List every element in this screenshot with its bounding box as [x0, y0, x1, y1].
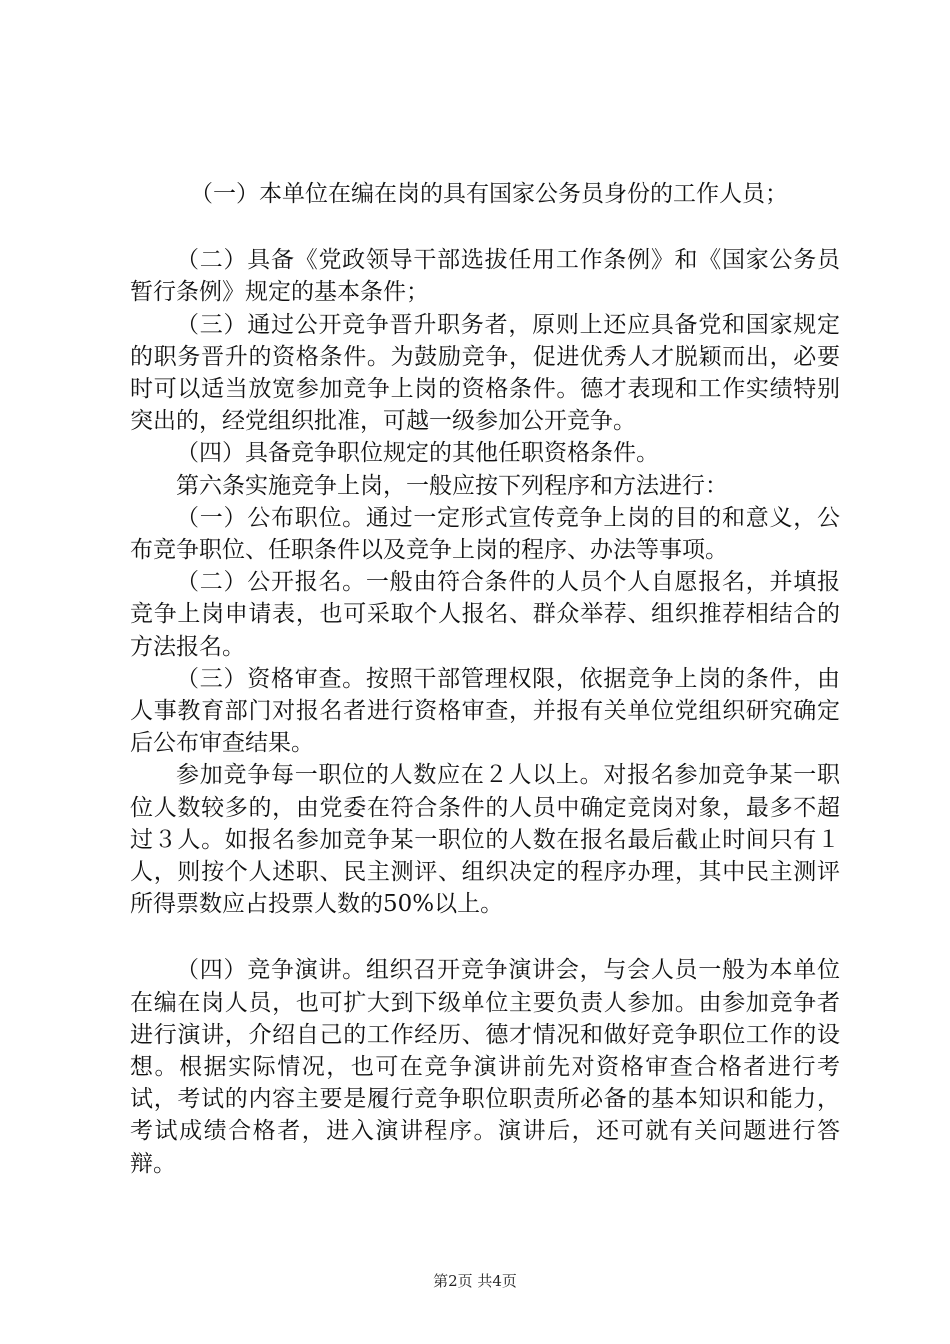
- paragraph-7: （二）公开报名。一般由符合条件的人员个人自愿报名，并填报竞争上岗申请表，也可采取个人报名、群众举荐、组织推荐相结合的方法报名。: [130, 569, 840, 660]
- body-text: [130, 178, 840, 1180]
- paragraph-2: （二）具备《党政领导干部选拔任用工作条例》和《国家公务员暂行条例》规定的基本条件；: [130, 247, 840, 306]
- paragraph-5: 第六条实施竞争上岗，一般应按下列程序和方法进行：: [176, 472, 728, 499]
- paragraph-1: （一）本单位在编在岗的具有国家公务员身份的工作人员；: [190, 181, 788, 207]
- paragraph-4: （四）具备竞争职位规定的其他任职资格条件。: [176, 440, 659, 467]
- paragraph-10: （四）竞争演讲。组织召开竞争演讲会，与会人员一般为本单位在编在岗人员，也可扩大到下级单位主要负责人参加。由参加竞争者进行演讲，介绍自己的工作经历、德才情况和做好竞争职位工作的设想。根据实际情况，也可在竞争演讲前先对资格审查合格者进行考试，考试的内容主要是履行竞争职位职责所必备的基本知识和能力，考试成绩合格者，进入演讲程序。演讲后，还可就有关问题进行答辩。: [130, 957, 840, 1177]
- paragraph-9: 参加竞争每一职位的人数应在２人以上。对报名参加竞争某一职位人数较多的，由党委在符合条件的人员中确定竞岗对象，最多不超过３人。如报名参加竞争某一职位的人数在报名最后截止时间只有１人，则按个人述职、民主测评、组织决定的程序办理，其中民主测评所得票数应占投票人数的50%以上。: [130, 762, 840, 918]
- page-footer: 第2页 共4页: [433, 1272, 517, 1290]
- paragraph-6: （一）公布职位。通过一定形式宣传竞争上岗的目的和意义，公布竞争职位、任职条件以及竞争上岗的程序、办法等事项。: [130, 504, 840, 564]
- paragraph-8: （三）资格审查。按照干部管理权限，依据竞争上岗的条件，由人事教育部门对报名者进行资格审查，并报有关单位党组织研究确定后公布审查结果。: [130, 665, 840, 757]
- paragraph-3: （三）通过公开竞争晋升职务者，原则上还应具备党和国家规定的职务晋升的资格条件。为鼓励竞争，促进优秀人才脱颖而出，必要时可以适当放宽参加竞争上岗的资格条件。德才表现和工作实绩特别突出的，经党组织批准，可越一级参加公开竞争。: [130, 311, 840, 435]
